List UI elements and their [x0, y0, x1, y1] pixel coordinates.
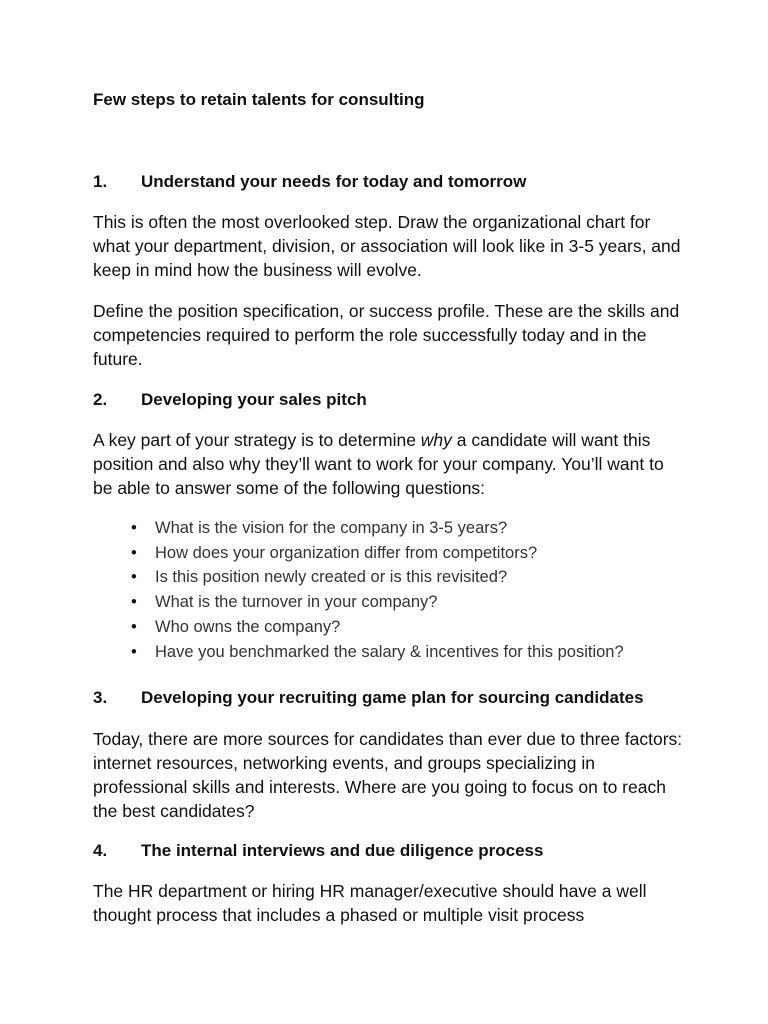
section-heading-3	[93, 687, 644, 709]
section-4-paragraph: The HR department or hiring HR manager/executive should have a well thought process that includes a phased or multiple visit process	[93, 881, 647, 925]
section-2-paragraph-start: A key part of your strategy is to determine	[93, 430, 421, 450]
section-heading-1	[93, 171, 526, 193]
section-1-paragraph-1: This is often the most overlooked step. Draw the organizational chart for what your department, division, or association will look like in 3-5 years, and keep in mind how the business will evolve.	[93, 212, 681, 280]
section-number-1: 1.	[93, 172, 108, 191]
document-page	[93, 0, 693, 1024]
section-2-paragraph-emphasis: why	[420, 430, 452, 450]
list-item: • What is the vision for the company in 3-5 years?	[131, 516, 651, 541]
section-title-4: The internal interviews and due diligence process	[141, 841, 544, 860]
section-heading-2	[93, 389, 367, 411]
section-1-paragraph-2: Define the position specification, or success profile. These are the skills and competencies required to perform the role successfully today and in the future.	[93, 301, 680, 369]
list-item: • What is the turnover in your company?	[131, 590, 651, 615]
questions-list	[131, 516, 651, 664]
section-number-3: 3.	[93, 688, 108, 707]
section-number-4: 4.	[93, 841, 108, 860]
section-2-paragraph-end: a candidate will want this position and also why they’ll want to work for your company. You’ll want to be able to answer some of the following questions:	[93, 430, 664, 498]
section-heading-4	[93, 840, 543, 862]
list-item: • Who owns the company?	[131, 615, 651, 640]
document-title: Few steps to retain talents for consulting	[93, 90, 425, 109]
section-title-2: Developing your sales pitch	[141, 390, 367, 409]
section-2-paragraph	[93, 428, 683, 500]
section-title-3: Developing your recruiting game plan for sourcing candidates	[141, 688, 644, 707]
section-number-2: 2.	[93, 390, 108, 409]
list-item: • How does your organization differ from competitors?	[131, 541, 651, 566]
section-title-1: Understand your needs for today and tomorrow	[141, 172, 527, 191]
list-item: • Have you benchmarked the salary & incentives for this position?	[131, 640, 651, 665]
section-3-paragraph: Today, there are more sources for candidates than ever due to three factors: internet resources, networking events, and groups specializing in professional skills and interests. Where are you going to focus on to reach the best candidates?	[93, 729, 683, 821]
list-item: • Is this position newly created or is this revisited?	[131, 565, 651, 590]
